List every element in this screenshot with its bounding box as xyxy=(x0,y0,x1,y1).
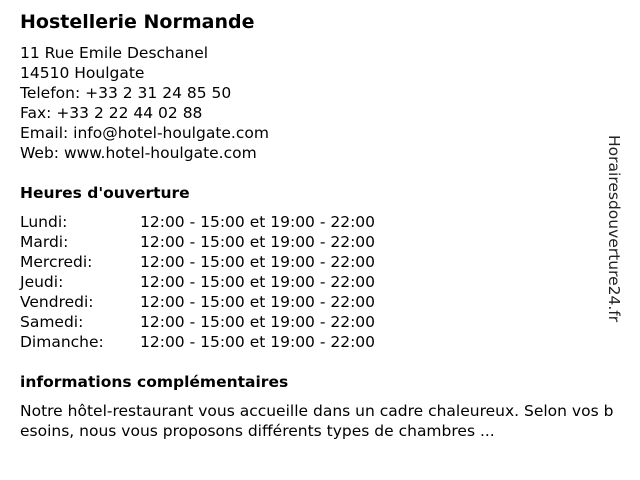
hours-row xyxy=(20,212,375,232)
phone-number: Telefon: +33 2 31 24 85 50 xyxy=(20,84,232,102)
hours-time: 12:00 - 15:00 et 19:00 - 22:00 xyxy=(140,213,376,231)
email-address: Email: info@hotel-houlgate.com xyxy=(20,124,269,142)
hours-day: Jeudi: xyxy=(20,273,64,291)
hours-time: 12:00 - 15:00 et 19:00 - 22:00 xyxy=(140,293,376,311)
watermark-text: Horairesdouverture24.fr xyxy=(605,135,623,323)
hours-day: Mardi: xyxy=(20,233,69,251)
hours-row xyxy=(20,292,375,312)
hours-day: Samedi: xyxy=(20,313,84,331)
fax-number: Fax: +33 2 22 44 02 88 xyxy=(20,104,203,122)
hours-row xyxy=(20,332,375,352)
hours-time: 12:00 - 15:00 et 19:00 - 22:00 xyxy=(140,273,376,291)
hours-heading: Heures d'ouverture xyxy=(20,184,190,202)
info-description: Notre hôtel-restaurant vous accueille dans un cadre chaleureux. Selon vos besoins, nous vous proposons différents types de chambres ... xyxy=(20,402,614,440)
hours-time: 12:00 - 15:00 et 19:00 - 22:00 xyxy=(140,313,376,331)
hours-row xyxy=(20,272,375,292)
business-card xyxy=(20,10,620,441)
hours-row xyxy=(20,232,375,252)
hours-table xyxy=(20,212,375,352)
hours-day: Vendredi: xyxy=(20,293,94,311)
hours-time: 12:00 - 15:00 et 19:00 - 22:00 xyxy=(140,253,376,271)
hours-day: Mercredi: xyxy=(20,253,93,271)
business-name: Hostellerie Normande xyxy=(20,11,255,33)
hours-day: Lundi: xyxy=(20,213,68,231)
contact-block xyxy=(20,43,620,163)
website-address: Web: www.hotel-houlgate.com xyxy=(20,144,257,162)
address-street: 11 Rue Emile Deschanel xyxy=(20,44,209,62)
hours-row xyxy=(20,252,375,272)
hours-day: Dimanche: xyxy=(20,333,104,351)
address-city: 14510 Houlgate xyxy=(20,64,145,82)
info-heading: informations complémentaires xyxy=(20,373,289,391)
hours-row xyxy=(20,312,375,332)
hours-time: 12:00 - 15:00 et 19:00 - 22:00 xyxy=(140,333,376,351)
hours-time: 12:00 - 15:00 et 19:00 - 22:00 xyxy=(140,233,376,251)
